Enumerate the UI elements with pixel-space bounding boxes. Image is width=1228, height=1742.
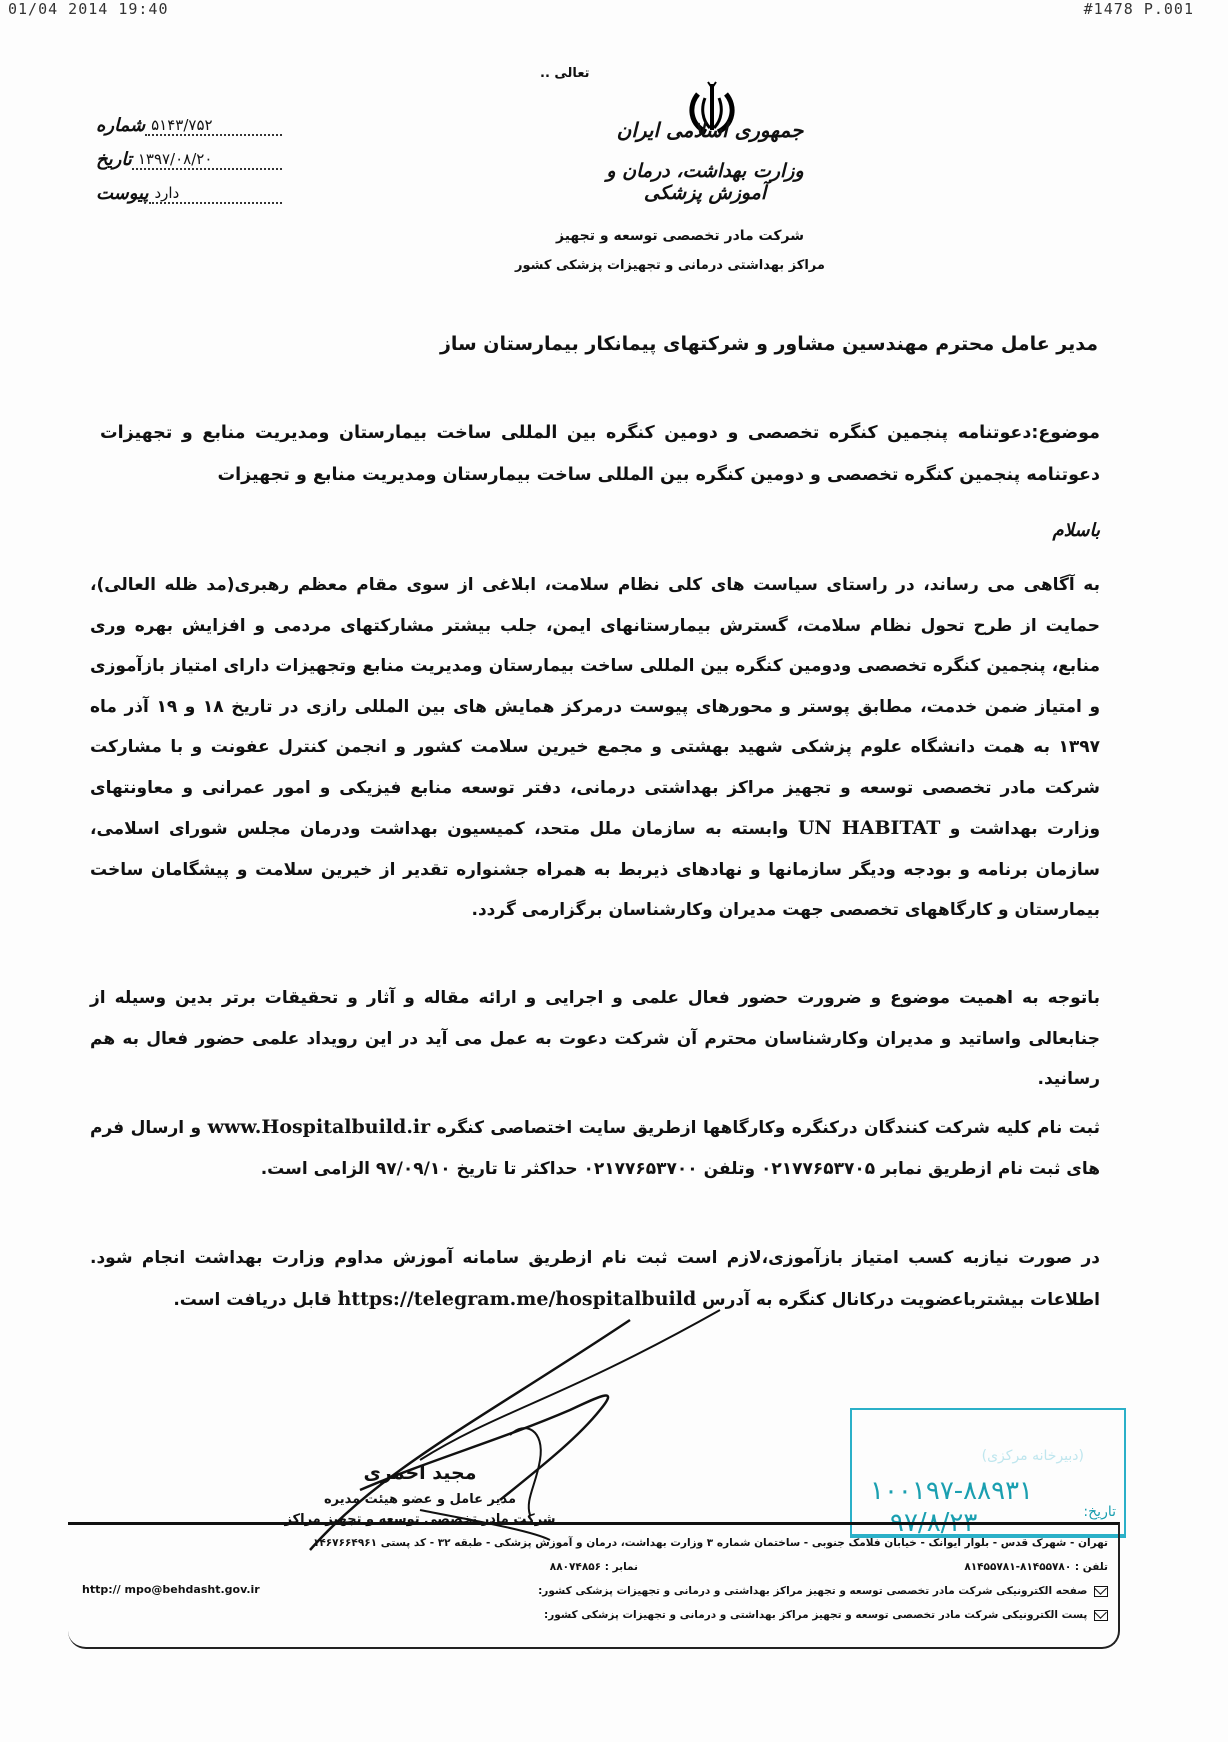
letterhead-footer (68, 1522, 1120, 1649)
body-p3-before: ثبت نام کلیه شرکت کنندگان درکنگره وکارگاهها ازطریق سایت اختصاصی کنگره (436, 1118, 1101, 1138)
signer-title: مدیر عامل و عضو هیئت مدیره (323, 1492, 517, 1507)
reference-date (92, 144, 282, 170)
registration-stamp (850, 1408, 1126, 1538)
signer-company: شرکت مادر تخصصی توسعه و تجهیز مراکز (284, 1512, 556, 1527)
logo-script-ministry: وزارت بهداشت، درمان و آموزش پزشکی (606, 160, 804, 204)
stamp-date-label: تاریخ: (1083, 1504, 1116, 1520)
body-p1-before: به آگاهی می رساند، در راستای سیاست های کلی نظام سلامت، ابلاغی از سوی مقام معظم رهبری(مد ظله العالی)، حمایت از طرح تحول نظام سلامت، گسترش بیمارستانهای ایمن، جلب بیشتر مشارکتهای مردمی و افزایش بهره وری منابع، پنجمین کنگره تخصصی ودومین کنگره بین المللی ساخت بیمارستان ومدیریت منابع وتجهیزات دارای امتیاز بازآموزی و امتیاز ضمن خدمت، مطابق پوستر و محورهای پیوست درمرکز همایش های بین المللی رازی در تاریخ ۱۸ و ۱۹ آذر ماه ۱۳۹۷ به همت دانشگاه علوم پزشکی شهید بهشتی و مجمع خیرین سلامت کشور و انجمن کنترل عفونت و با مشارکت شرکت مادر تخصصی توسعه و تجهیز مراکز بهداشتی درمانی، دفتر توسعه منابع فیزیکی و امور عمرانی و معاونتهای وزارت بهداشت و (90, 575, 1101, 839)
stamp-secretariat-text: (دبیرخانه مرکزی) (981, 1448, 1084, 1464)
footer-phone: تلفن : ۸۱۴۵۵۷۸۰-۸۱۴۵۵۷۸۱ (964, 1561, 1108, 1573)
footer-email (544, 1609, 1108, 1621)
telegram-channel-link[interactable]: https://telegram.me/hospitalbuild (337, 1287, 697, 1310)
congress-website-link[interactable]: www.Hospitalbuild.ir (207, 1116, 431, 1138)
body-p4-before: در صورت نیازبه کسب امتیاز بازآموزی،لازم است ثبت نام ازطریق سامانه آموزش مداوم وزارت بهداشت انجام شود. اطلاعات بیشترباعضویت درکانال کنگره به آدرس (90, 1248, 1100, 1310)
footer-email-label: پست الکترونیکی شرکت مادر تخصصی توسعه و تجهیز مراکز بهداشتی و درمانی و تجهیزات پزشکی کشور: (544, 1609, 1088, 1621)
body-paragraph-3 (90, 1107, 1100, 1189)
company-name-line-1: شرکت مادر تخصصی توسعه و تجهیز (556, 228, 804, 244)
reference-attachment-label: پیوست (96, 183, 149, 204)
fax-timestamp: 01/04 2014 19:40 (8, 0, 169, 18)
body-p4-after: قابل دریافت است. (173, 1289, 332, 1310)
mail-icon (1094, 1586, 1108, 1597)
footer-fax: نمابر : ۸۸۰۷۴۸۵۶ (549, 1561, 638, 1573)
subject-line: موضوع:دعوتنامه پنجمین کنگره تخصصی و دومین کنگره بین المللی ساخت بیمارستان ومدیریت منابع و تجهیزات دعوتنامه پنجمین کنگره تخصصی و دومین کنگره بین المللی ساخت بیمارستان ومدیریت منابع و تجهیزات (100, 423, 1100, 485)
body-paragraph-1 (90, 565, 1100, 931)
footer-website-url[interactable]: http:// mpo@behdasht.gov.ir (82, 1583, 260, 1596)
reference-number-label: شماره (96, 115, 146, 136)
footer-address: تهران - شهرک قدس - بلوار ایوانک - خیابان فلامک جنوبی - ساختمان شماره ۳ وزارت بهداشت، درمان و آموزش پزشکی - طبقه ۳۲ - کد پستی ۱۴۶۷۶۶۴۹۶۱ (312, 1537, 1108, 1549)
body-p3-after: و ارسال فرم های ثبت نام ازطریق نمابر ۰۲۱۷۷۶۵۳۷۰۵ وتلفن ۰۲۱۷۷۶۵۳۷۰۰ حداکثر تا تاریخ ۹۷/۰۹/۱۰ الزامی است. (90, 1118, 1100, 1179)
addressee: مدیر عامل محترم مهندسین مشاور و شرکتهای پیمانکار بیمارستان ساز (439, 333, 1098, 355)
reference-number (92, 110, 282, 136)
body-paragraph-2: باتوجه به اهمیت موضوع و ضرورت حضور فعال علمی و اجرایی و ارائه مقاله و آثار و تحقیقات برتر بدین وسیله از جنابعالی واساتید و مدیران وکارشناسان محترم آن شرکت دعوت به عمل می آید در این رویداد علمی حضور فعال به هم رسانید. (90, 988, 1100, 1089)
reference-attachment-value: دارد (149, 184, 283, 204)
company-name-line-2: مراکز بهداشتی درمانی و تجهیزات پزشکی کشور (515, 258, 825, 273)
invocation-text: تعالی .. (540, 66, 590, 81)
reference-date-value: ۱۳۹۷/۰۸/۲۰ (132, 150, 282, 170)
mail-icon (1094, 1610, 1108, 1621)
footer-website (538, 1585, 1108, 1597)
fax-page-id: #1478 P.001 (1083, 0, 1194, 18)
org-un-habitat: UN HABITAT (797, 817, 941, 839)
stamp-registration-number: ۱۰۰۱۹۷-۸۸۹۳۱ (870, 1476, 1033, 1506)
greeting: باسلام (1052, 520, 1100, 541)
logo-script-republic: جمهوری اسلامی ایران (616, 118, 804, 142)
footer-website-label: صفحه الکترونیکی شرکت مادر تخصصی توسعه و تجهیز مراکز بهداشتی و درمانی و تجهیزات پزشکی کشور: (538, 1585, 1088, 1597)
body-p1-after: وابسته به سازمان ملل متحد، کمیسیون بهداشت ودرمان مجلس شورای اسلامی، سازمان برنامه و بودجه ودیگر سازمانها و نهادهای ذیربط به همراه جشنواره تقدیر از خیرین سلامت و پیشگامان ساخت بیمارستان و کارگاههای تخصصی جهت مدیران وکارشناسان برگزارمی گردد. (90, 819, 1100, 920)
stamp-date: ۹۷/۸/۲۳ (890, 1508, 978, 1538)
reference-attachment (92, 178, 282, 204)
signer-name: مجید احمری (363, 1462, 477, 1484)
reference-date-label: تاریخ (96, 149, 132, 170)
reference-number-value: ۵۱۴۳/۷۵۲ (145, 116, 282, 136)
